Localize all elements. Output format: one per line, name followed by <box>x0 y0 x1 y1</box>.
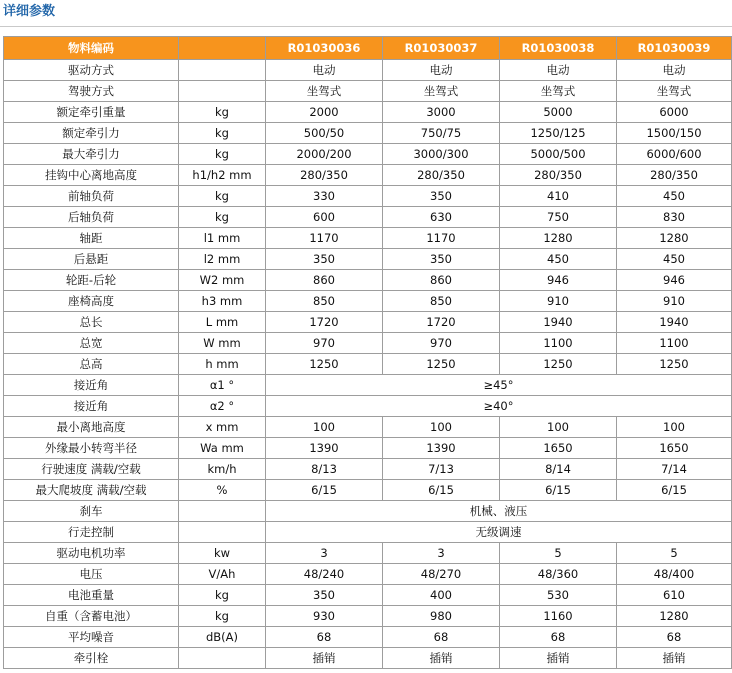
row-value: 坐驾式 <box>383 81 500 102</box>
header-model: R01030039 <box>617 37 732 60</box>
row-value: 970 <box>266 333 383 354</box>
row-value: 1720 <box>383 312 500 333</box>
row-value: 1100 <box>617 333 732 354</box>
table-row <box>4 543 732 564</box>
row-value: 910 <box>500 291 617 312</box>
row-value: 48/400 <box>617 564 732 585</box>
row-value: 410 <box>500 186 617 207</box>
table-row <box>4 354 732 375</box>
row-value: 1390 <box>383 438 500 459</box>
section-title: 详细参数 <box>3 4 56 19</box>
table-row <box>4 480 732 501</box>
row-value: 350 <box>266 249 383 270</box>
row-value: 970 <box>383 333 500 354</box>
row-unit <box>179 81 266 102</box>
row-value: 450 <box>500 249 617 270</box>
row-unit: kg <box>179 207 266 228</box>
row-value: 1170 <box>266 228 383 249</box>
row-value: 8/14 <box>500 459 617 480</box>
row-value: 插销 <box>500 648 617 669</box>
row-unit: kg <box>179 606 266 627</box>
row-unit: kg <box>179 144 266 165</box>
row-value: 6/15 <box>617 480 732 501</box>
row-value: 1940 <box>500 312 617 333</box>
row-value: 插销 <box>266 648 383 669</box>
row-label: 刹车 <box>4 501 179 522</box>
row-label: 总宽 <box>4 333 179 354</box>
row-value: 6/15 <box>266 480 383 501</box>
row-value: 1280 <box>500 228 617 249</box>
row-unit: kg <box>179 186 266 207</box>
row-value: 1100 <box>500 333 617 354</box>
row-value: 坐驾式 <box>617 81 732 102</box>
row-value: 3000 <box>383 102 500 123</box>
row-value: 7/14 <box>617 459 732 480</box>
row-value: 1720 <box>266 312 383 333</box>
row-label: 最小离地高度 <box>4 417 179 438</box>
table-row <box>4 459 732 480</box>
row-label: 前轴负荷 <box>4 186 179 207</box>
row-value: 6000/600 <box>617 144 732 165</box>
row-value: 68 <box>266 627 383 648</box>
row-value: 750 <box>500 207 617 228</box>
row-value: 100 <box>266 417 383 438</box>
row-value: 980 <box>383 606 500 627</box>
table-row <box>4 207 732 228</box>
row-value: 坐驾式 <box>266 81 383 102</box>
row-label: 后悬距 <box>4 249 179 270</box>
row-value: 68 <box>500 627 617 648</box>
table-row <box>4 375 732 396</box>
header-model: R01030038 <box>500 37 617 60</box>
row-label: 额定牵引重量 <box>4 102 179 123</box>
row-value: 1650 <box>617 438 732 459</box>
row-value: 280/350 <box>266 165 383 186</box>
row-unit: W mm <box>179 333 266 354</box>
row-value: 1280 <box>617 606 732 627</box>
row-merged-value: ≥45° <box>266 375 732 396</box>
row-label: 牵引栓 <box>4 648 179 669</box>
row-value: 6/15 <box>500 480 617 501</box>
table-row <box>4 627 732 648</box>
header-label: 物料编码 <box>4 37 179 60</box>
row-unit: kg <box>179 585 266 606</box>
row-label: 总长 <box>4 312 179 333</box>
row-value: 350 <box>383 249 500 270</box>
row-unit: l1 mm <box>179 228 266 249</box>
table-row <box>4 333 732 354</box>
row-value: 5000/500 <box>500 144 617 165</box>
row-value: 2000/200 <box>266 144 383 165</box>
row-value: 2000 <box>266 102 383 123</box>
row-value: 48/360 <box>500 564 617 585</box>
spec-table <box>3 36 732 669</box>
row-value: 330 <box>266 186 383 207</box>
table-row <box>4 312 732 333</box>
title-divider <box>0 26 732 27</box>
row-value: 850 <box>266 291 383 312</box>
row-value: 280/350 <box>383 165 500 186</box>
row-value: 850 <box>383 291 500 312</box>
table-row <box>4 165 732 186</box>
row-value: 910 <box>617 291 732 312</box>
row-value: 600 <box>266 207 383 228</box>
row-unit: h3 mm <box>179 291 266 312</box>
row-value: 946 <box>617 270 732 291</box>
row-label: 额定牵引力 <box>4 123 179 144</box>
row-value: 610 <box>617 585 732 606</box>
row-value: 68 <box>383 627 500 648</box>
row-value: 插销 <box>617 648 732 669</box>
row-value: 1500/150 <box>617 123 732 144</box>
row-value: 860 <box>383 270 500 291</box>
table-row <box>4 123 732 144</box>
row-unit: V/Ah <box>179 564 266 585</box>
row-label: 行走控制 <box>4 522 179 543</box>
row-value: 450 <box>617 186 732 207</box>
row-label: 行驶速度 满载/空载 <box>4 459 179 480</box>
row-merged-value: 无级调速 <box>266 522 732 543</box>
row-value: 坐驾式 <box>500 81 617 102</box>
row-value: 1250 <box>500 354 617 375</box>
row-value: 500/50 <box>266 123 383 144</box>
table-header-row <box>4 37 732 60</box>
row-label: 电池重量 <box>4 585 179 606</box>
row-value: 6/15 <box>383 480 500 501</box>
row-value: 48/240 <box>266 564 383 585</box>
row-value: 350 <box>383 186 500 207</box>
table-row <box>4 606 732 627</box>
row-value: 630 <box>383 207 500 228</box>
row-value: 1250 <box>383 354 500 375</box>
header-model: R01030036 <box>266 37 383 60</box>
row-unit: h mm <box>179 354 266 375</box>
row-label: 最大爬坡度 满载/空载 <box>4 480 179 501</box>
row-unit: L mm <box>179 312 266 333</box>
header-unit <box>179 37 266 60</box>
table-row <box>4 438 732 459</box>
row-label: 接近角 <box>4 396 179 417</box>
row-value: 1390 <box>266 438 383 459</box>
table-row <box>4 186 732 207</box>
table-row <box>4 585 732 606</box>
row-value: 6000 <box>617 102 732 123</box>
table-row <box>4 501 732 522</box>
table-row <box>4 648 732 669</box>
row-value: 860 <box>266 270 383 291</box>
row-unit: h1/h2 mm <box>179 165 266 186</box>
row-value: 930 <box>266 606 383 627</box>
row-label: 自重（含蓄电池） <box>4 606 179 627</box>
row-value: 1940 <box>617 312 732 333</box>
row-merged-value: 机械、液压 <box>266 501 732 522</box>
row-value: 电动 <box>617 60 732 81</box>
row-value: 830 <box>617 207 732 228</box>
row-label: 座椅高度 <box>4 291 179 312</box>
row-label: 挂钩中心离地高度 <box>4 165 179 186</box>
row-value: 280/350 <box>500 165 617 186</box>
row-merged-value: ≥40° <box>266 396 732 417</box>
row-value: 1650 <box>500 438 617 459</box>
row-value: 450 <box>617 249 732 270</box>
row-label: 驾驶方式 <box>4 81 179 102</box>
row-unit: kg <box>179 123 266 144</box>
table-row <box>4 564 732 585</box>
row-label: 外缘最小转弯半径 <box>4 438 179 459</box>
row-label: 平均噪音 <box>4 627 179 648</box>
row-value: 电动 <box>500 60 617 81</box>
row-label: 电压 <box>4 564 179 585</box>
row-value: 100 <box>383 417 500 438</box>
row-value: 530 <box>500 585 617 606</box>
row-unit: kw <box>179 543 266 564</box>
row-label: 驱动电机功率 <box>4 543 179 564</box>
table-row <box>4 249 732 270</box>
row-value: 100 <box>617 417 732 438</box>
row-value: 3000/300 <box>383 144 500 165</box>
row-value: 3 <box>383 543 500 564</box>
table-row <box>4 60 732 81</box>
table-row <box>4 228 732 249</box>
row-value: 1160 <box>500 606 617 627</box>
table-row <box>4 102 732 123</box>
table-row <box>4 396 732 417</box>
row-value: 1170 <box>383 228 500 249</box>
row-unit: x mm <box>179 417 266 438</box>
row-value: 350 <box>266 585 383 606</box>
row-unit <box>179 648 266 669</box>
row-value: 8/13 <box>266 459 383 480</box>
row-unit: α2 ° <box>179 396 266 417</box>
row-value: 68 <box>617 627 732 648</box>
row-label: 驱动方式 <box>4 60 179 81</box>
row-value: 5000 <box>500 102 617 123</box>
row-label: 轴距 <box>4 228 179 249</box>
row-value: 1250 <box>266 354 383 375</box>
row-value: 280/350 <box>617 165 732 186</box>
row-label: 轮距-后轮 <box>4 270 179 291</box>
row-unit <box>179 501 266 522</box>
table-row <box>4 417 732 438</box>
table-row <box>4 144 732 165</box>
row-value: 1250 <box>617 354 732 375</box>
row-label: 最大牵引力 <box>4 144 179 165</box>
row-value: 1250/125 <box>500 123 617 144</box>
row-unit: l2 mm <box>179 249 266 270</box>
row-value: 750/75 <box>383 123 500 144</box>
row-unit <box>179 60 266 81</box>
table-row <box>4 81 732 102</box>
row-unit: W2 mm <box>179 270 266 291</box>
table-row <box>4 291 732 312</box>
row-unit: α1 ° <box>179 375 266 396</box>
row-unit: Wa mm <box>179 438 266 459</box>
row-value: 946 <box>500 270 617 291</box>
row-label: 接近角 <box>4 375 179 396</box>
row-unit: km/h <box>179 459 266 480</box>
row-value: 1280 <box>617 228 732 249</box>
row-value: 电动 <box>266 60 383 81</box>
table-row <box>4 270 732 291</box>
row-value: 电动 <box>383 60 500 81</box>
row-value: 5 <box>617 543 732 564</box>
row-value: 400 <box>383 585 500 606</box>
row-value: 3 <box>266 543 383 564</box>
table-row <box>4 522 732 543</box>
row-value: 48/270 <box>383 564 500 585</box>
row-unit: kg <box>179 102 266 123</box>
row-value: 5 <box>500 543 617 564</box>
row-label: 后轴负荷 <box>4 207 179 228</box>
row-unit: % <box>179 480 266 501</box>
row-value: 插销 <box>383 648 500 669</box>
row-label: 总高 <box>4 354 179 375</box>
row-value: 100 <box>500 417 617 438</box>
header-model: R01030037 <box>383 37 500 60</box>
row-unit <box>179 522 266 543</box>
row-value: 7/13 <box>383 459 500 480</box>
row-unit: dB(A) <box>179 627 266 648</box>
